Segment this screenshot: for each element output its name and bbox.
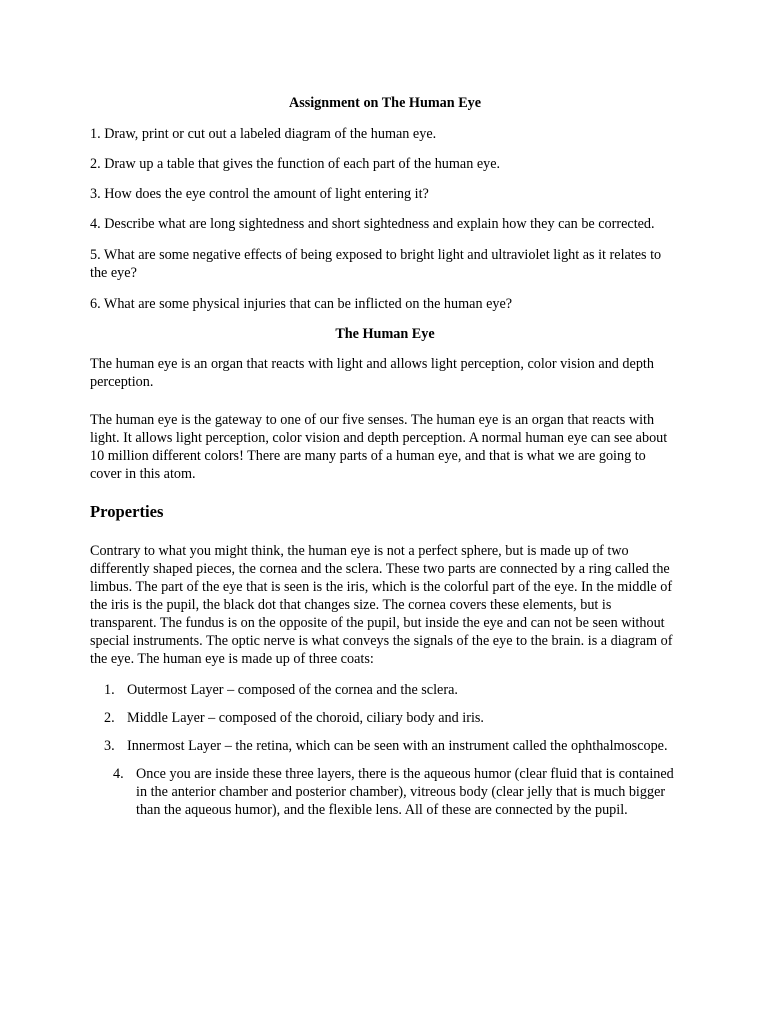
properties-heading: Properties — [90, 502, 164, 521]
question-4: 4. Describe what are long sightedness and short sightedness and explain how they can be corrected. — [90, 216, 655, 232]
list-item-number: 2. — [104, 710, 115, 726]
list-item — [90, 737, 680, 755]
properties-paragraph: Contrary to what you might think, the human eye is not a perfect sphere, but is made up of two differently shaped pieces, the cornea and the sclera. These two parts are connected by a ring called the limbus. The part of the eye that is seen is the iris, which is the colorful part of the eye. In the middle of the iris is the pupil, the black dot that changes size. The cornea covers these elements, but is transparent. The fundus is on the opposite of the pupil, but inside the eye and can not be seen without special instruments. The optic nerve is what conveys the signals of the eye to the brain. is a diagram of the eye. The human eye is made up of three coats: — [90, 543, 673, 667]
question-2: 2. Draw up a table that gives the function of each part of the human eye. — [90, 156, 501, 172]
list-item-text: Outermost Layer – composed of the cornea and the sclera. — [127, 682, 458, 698]
list-item-number: 3. — [104, 738, 115, 754]
list-item — [90, 681, 680, 699]
list-item-number: 4. — [113, 766, 124, 782]
list-item-text: Innermost Layer – the retina, which can be seen with an instrument called the ophthalmoscope. — [127, 738, 668, 754]
document-page — [90, 94, 680, 829]
intro-paragraph-1: The human eye is an organ that reacts with light and allows light perception, color vision and depth perception. — [90, 356, 654, 390]
question-5: 5. What are some negative effects of being exposed to bright light and ultraviolet light as it relates to the eye? — [90, 247, 662, 281]
list-item-text: Middle Layer – composed of the choroid, ciliary body and iris. — [127, 710, 484, 726]
list-item-number: 1. — [104, 682, 115, 698]
list-item-text: Once you are inside these three layers, there is the aqueous humor (clear fluid that is contained in the anterior chamber and posterior chamber), vitreous body (clear jelly that is much bigger than the aqueous humor), and the flexible lens. All of these are connected by the pupil. — [136, 766, 674, 818]
question-3: 3. How does the eye control the amount of light entering it? — [90, 186, 429, 202]
intro-paragraph-2: The human eye is the gateway to one of our five senses. The human eye is an organ that reacts with light. It allows light perception, color vision and depth perception. A normal human eye can see about 10 million different colors! There are many parts of a human eye, and that is what we are going to cover in this atom. — [90, 412, 668, 482]
list-item — [90, 765, 680, 819]
assignment-title: Assignment on The Human Eye — [288, 95, 482, 111]
eye-coats-list — [90, 681, 680, 819]
question-6: 6. What are some physical injuries that can be inflicted on the human eye? — [90, 296, 513, 312]
section-title: The Human Eye — [335, 326, 435, 342]
question-1: 1. Draw, print or cut out a labeled diagram of the human eye. — [90, 126, 437, 142]
list-item — [90, 709, 680, 727]
